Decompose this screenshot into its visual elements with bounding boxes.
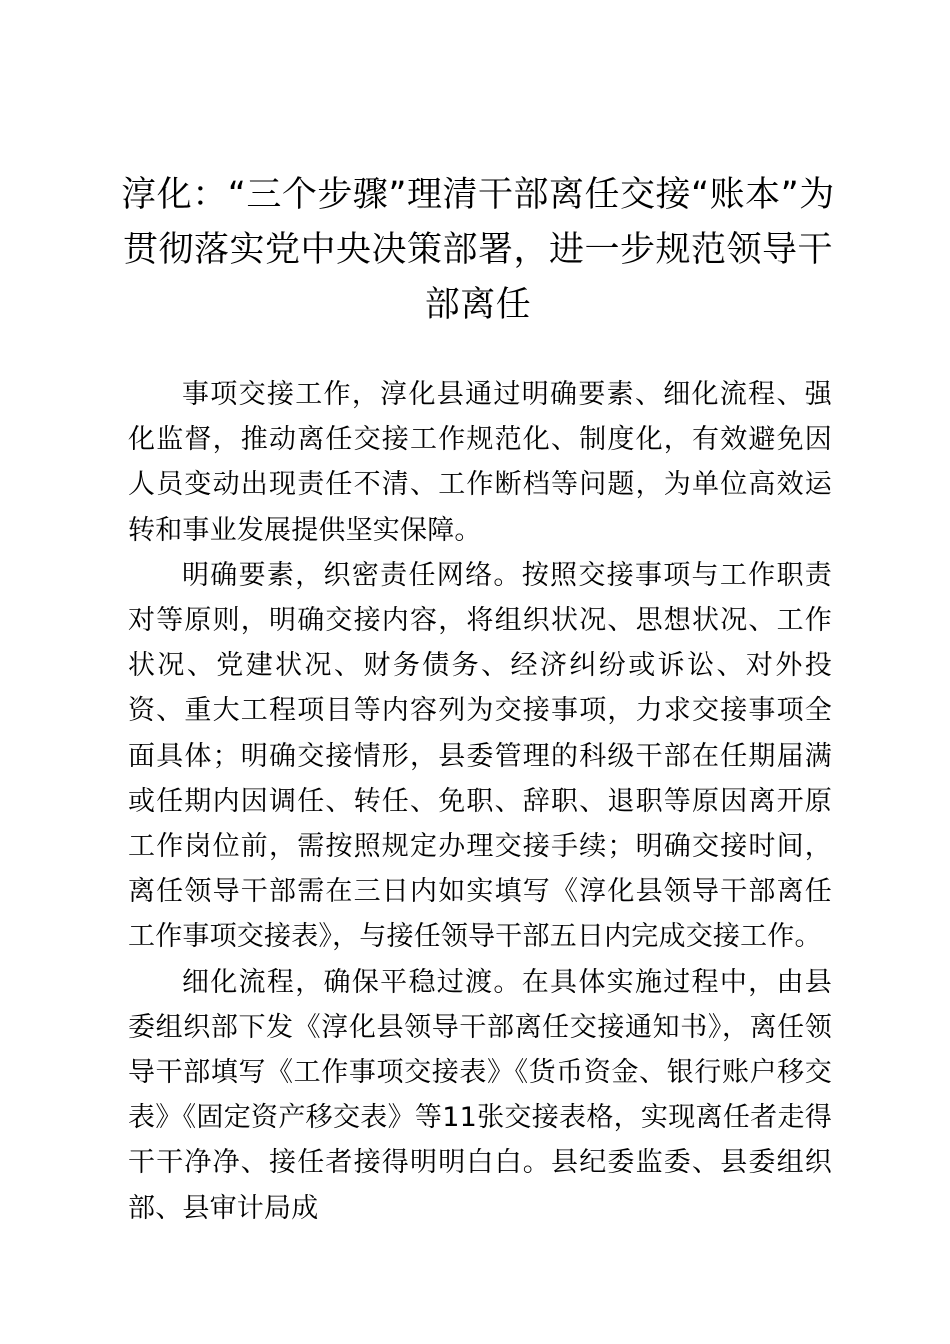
paragraph-intro: 事项交接工作，淳化县通过明确要素、细化流程、强化监督，推动离任交接工作规范化、制度化，有效避免因人员变动出现责任不清、工作断档等问题，为单位高效运转和事业发展提供坚实保障。 xyxy=(128,379,832,546)
paragraph-refine-process: 细化流程，确保平稳过渡。在具体实施过程中，由县委组织部下发《淳化县领导干部离任交接通知书》，离任领导干部填写《工作事项交接表》《货币资金、银行账户移交表》《固定资产移交表》等11张交接表格，实现离任者走得干干净净、接任者接得明明白白。县纪委监委、县委组织部、县审计局成 xyxy=(128,966,832,1224)
paragraph-clarify-elements: 明确要素，织密责任网络。按照交接事项与工作职责对等原则，明确交接内容，将组织状况、思想状况、工作状况、党建状况、财务债务、经济纠纷或诉讼、对外投资、重大工程项目等内容列为交接事项，力求交接事项全面具体；明确交接情形，县委管理的科级干部在任期届满或任期内因调任、转任、免职、辞职、退职等原因离开原工作岗位前，需按照规定办理交接手续；明确交接时间，离任领导干部需在三日内如实填写《淳化县领导干部离任工作事项交接表》，与接任领导干部五日内完成交接工作。 xyxy=(128,559,832,953)
document-body xyxy=(128,372,832,1231)
document-title: 淳化：“三个步骤”理清干部离任交接“账本”为贯彻落实党中央决策部署，进一步规范领导干部离任 xyxy=(121,175,835,325)
